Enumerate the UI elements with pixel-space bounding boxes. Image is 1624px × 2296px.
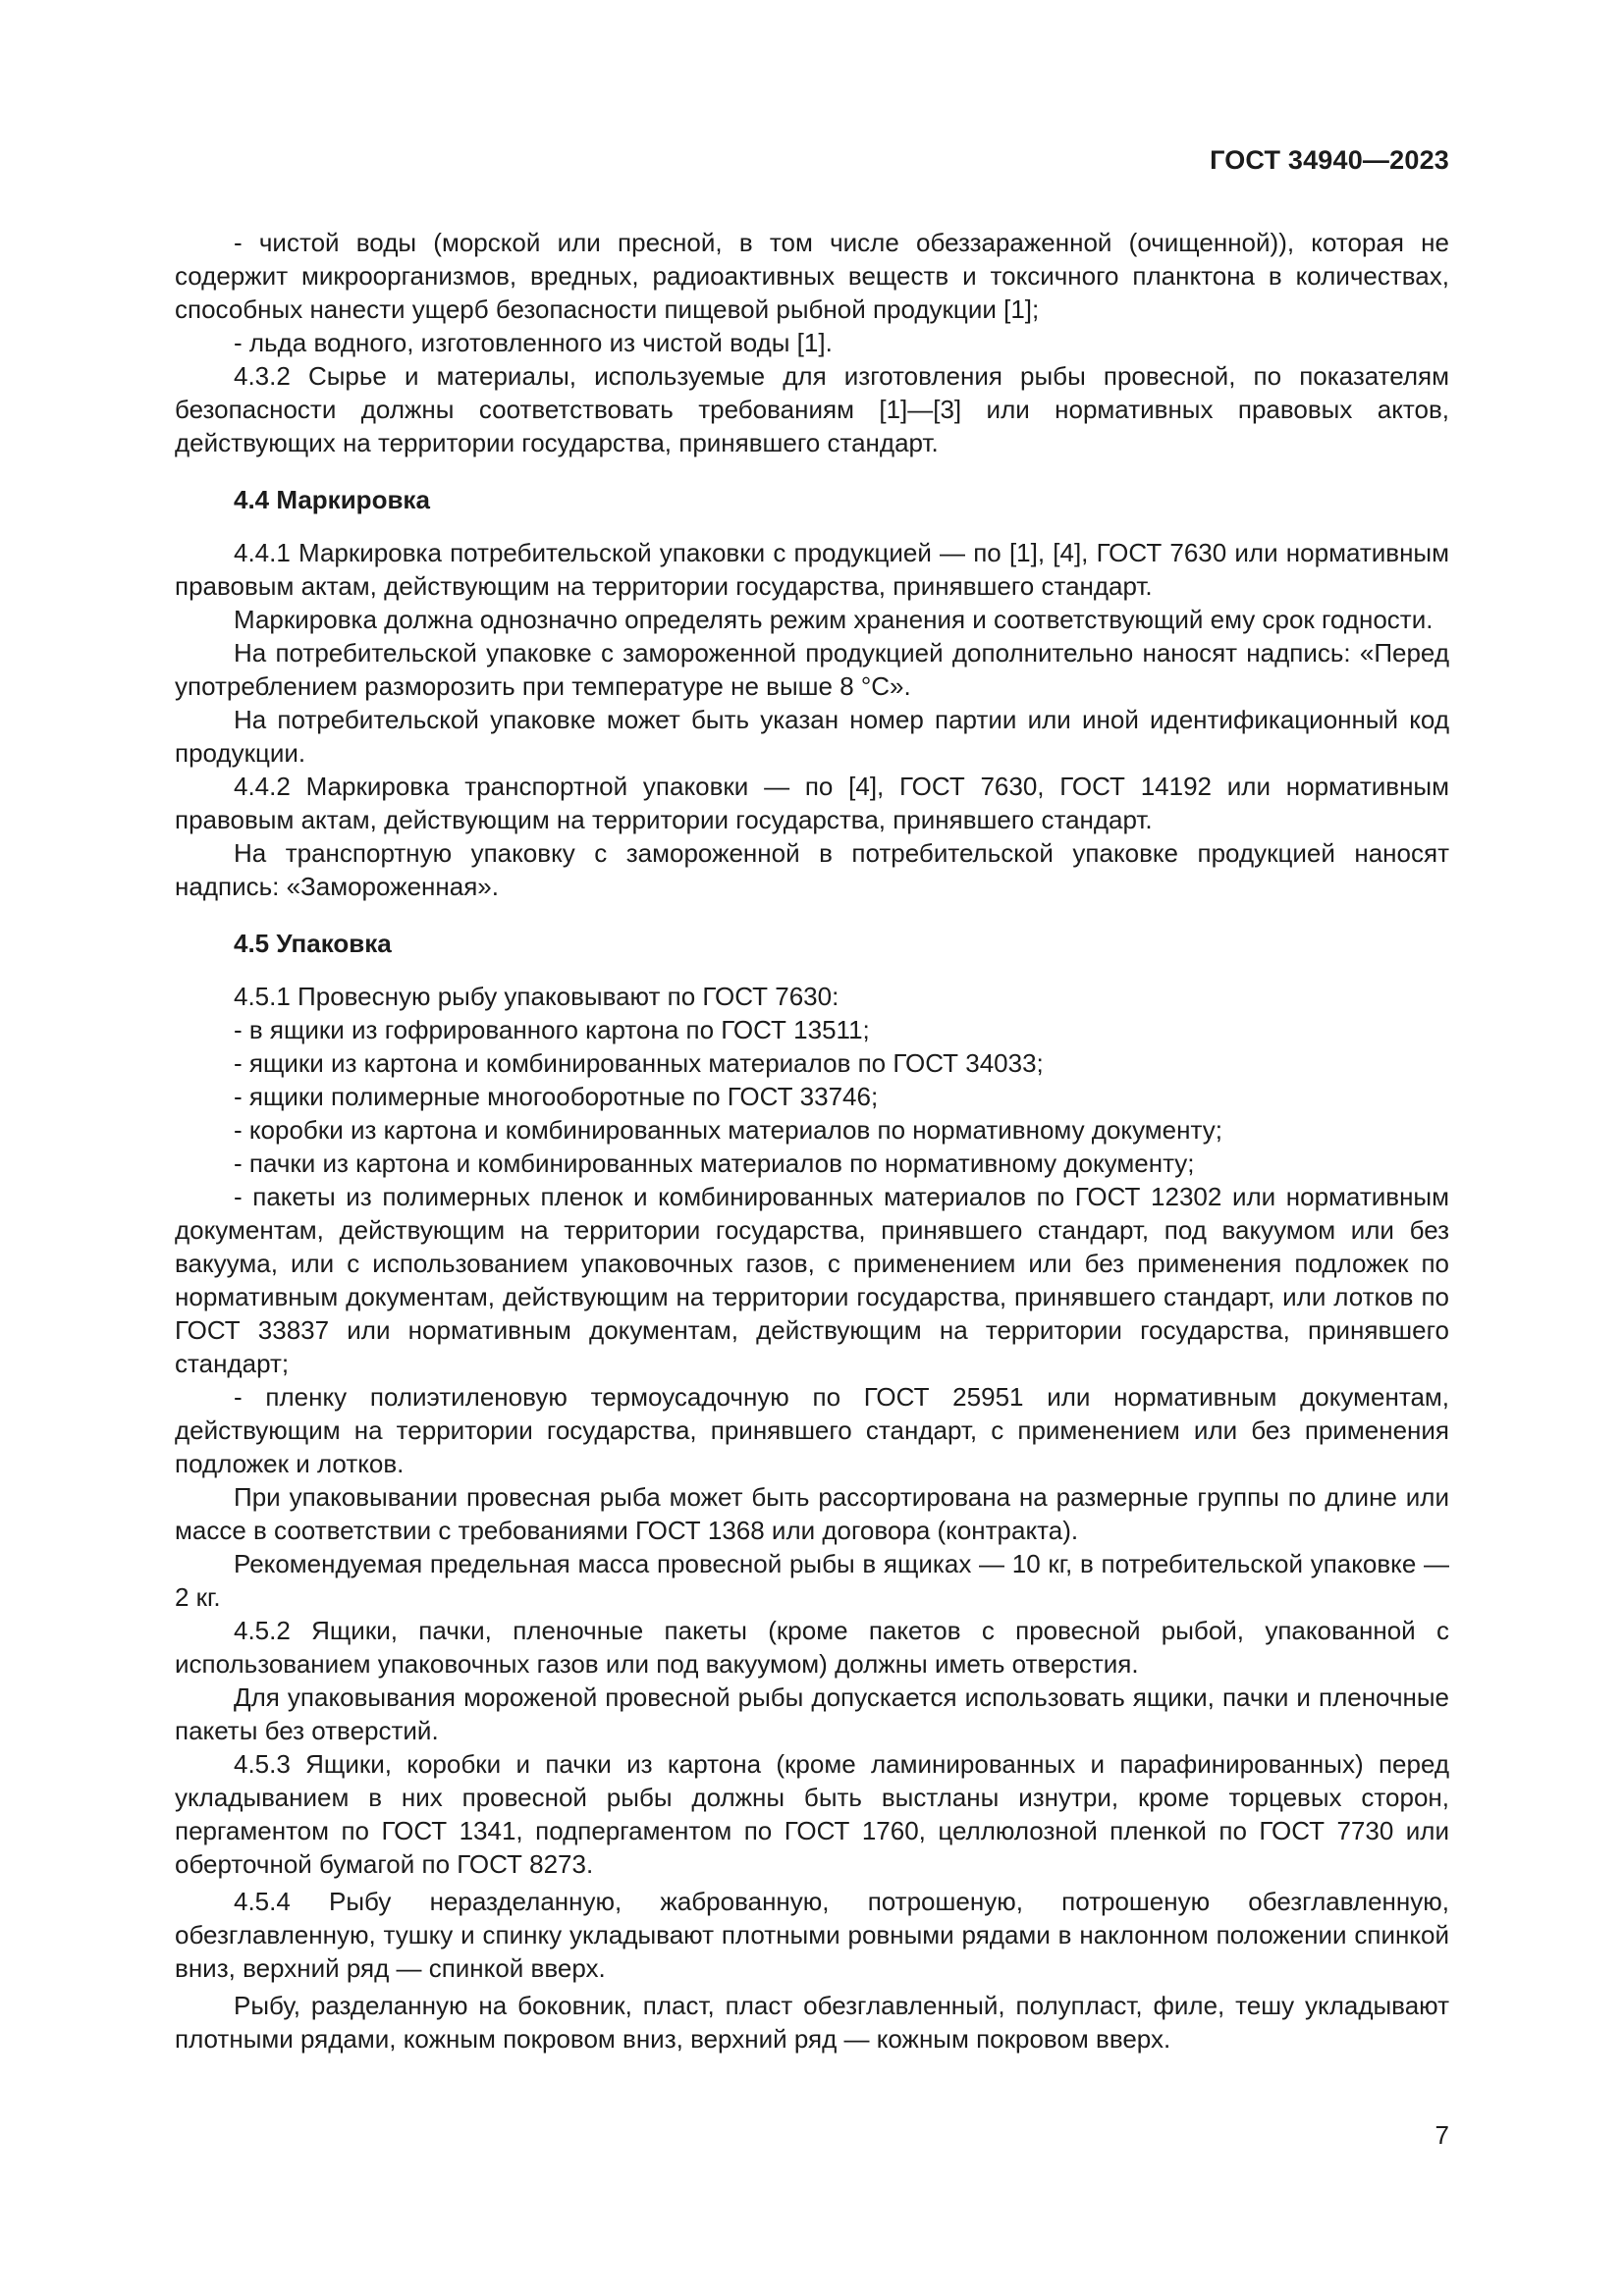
paragraph: 4.5.2 Ящики, пачки, пленочные пакеты (кроме пакетов с провесной рыбой, упакованной с использованием упаковочных газов или под вакуумом) должны иметь отверстия. — [175, 1616, 1449, 1679]
paragraph: Для упаковывания мороженой провесной рыбы допускается использовать ящики, пачки и пленочные пакеты без отверстий. — [175, 1682, 1449, 1745]
paragraph: 4.5.1 Провесную рыбу упаковывают по ГОСТ 7630: — [234, 982, 839, 1011]
page-number: 7 — [1435, 2120, 1449, 2150]
paragraph: - чистой воды (морской или пресной, в том числе обеззараженной (очищенной)), которая не содержит микроорганизмов, вредных, радиоактивных веществ и токсичного планктона в количествах, способных нанести ущерб безопасности пищевой рыбной продукции [1]; — [175, 228, 1449, 324]
paragraph: 4.5.4 Рыбу неразделанную, жаброванную, потрошеную, потрошеную обезглавленную, обезглавленную, тушку и спинку укладывают плотными ровными рядами в наклонном положении спинкой вниз, верхний ряд — спинкой вверх. — [175, 1887, 1449, 1983]
paragraph: 4.5.3 Ящики, коробки и пачки из картона (кроме ламинированных и парафинированных) перед укладыванием в них провесной рыбы должны быть выстланы изнутри, кроме торцевых сторон, пергаментом по ГОСТ 1341, подпергаментом по ГОСТ 1760, целлюлозной пленкой по ГОСТ 7730 или оберточной бумагой по ГОСТ 8273. — [175, 1749, 1449, 1879]
list-item: - пленку полиэтиленовую термоусадочную по ГОСТ 25951 или нормативным документам, действующим на территории государства, принявшего стандарт, с применением или без применения подложек и лотков. — [175, 1382, 1449, 1478]
list-item: - в ящики из гофрированного картона по ГОСТ 13511; — [234, 1015, 870, 1044]
paragraph: 4.3.2 Сырье и материалы, используемые для изготовления рыбы провесной, по показателям безопасности должны соответствовать требованиям [1]—[3] или нормативных правовых актов, действующих на территории государства, принявшего стандарт. — [175, 361, 1449, 457]
paragraph: На транспортную упаковку с замороженной в потребительской упаковке продукцией наносят надпись: «Замороженная». — [175, 838, 1449, 901]
list-item: - ящики из картона и комбинированных материалов по ГОСТ 34033; — [234, 1048, 1044, 1078]
paragraph: 4.4.1 Маркировка потребительской упаковки с продукцией — по [1], [4], ГОСТ 7630 или нормативным правовым актам, действующим на территории государства, принявшего стандарт. — [175, 538, 1449, 601]
paragraph: 4.4.2 Маркировка транспортной упаковки — по [4], ГОСТ 7630, ГОСТ 14192 или нормативным правовым актам, действующим на территории государства, принявшего стандарт. — [175, 772, 1449, 834]
list-item: - пачки из картона и комбинированных материалов по нормативному документу; — [234, 1148, 1195, 1178]
list-item: - пакеты из полимерных пленок и комбинированных материалов по ГОСТ 12302 или нормативным документам, действующим на территории государства, принявшего стандарт, под вакуумом или без вакуума, или с использованием упаковочных газов, с применением или без применения подложек по нормативным документам, действующим на территории государства, принявшего стандарт, или лотков по ГОСТ 33837 или нормативным документам, действующим на территории государства, принявшего стандарт; — [175, 1182, 1449, 1378]
standard-header: ГОСТ 34940—2023 — [1210, 145, 1449, 175]
paragraph: Рекомендуемая предельная масса провесной рыбы в ящиках — 10 кг, в потребительской упаковке — 2 кг. — [175, 1549, 1449, 1612]
document-body — [175, 226, 1449, 2056]
paragraph: На потребительской упаковке с замороженной продукцией дополнительно наносят надпись: «Перед употреблением разморозить при температуре не выше 8 °С». — [175, 638, 1449, 701]
list-item: - ящики полимерные многооборотные по ГОСТ 33746; — [234, 1082, 879, 1111]
paragraph: Рыбу, разделанную на боковник, пласт, пласт обезглавленный, полупласт, филе, тешу укладывают плотными рядами, кожным покровом вниз, верхний ряд — кожным покровом вверх. — [175, 1991, 1449, 2054]
list-item: - коробки из картона и комбинированных материалов по нормативному документу; — [234, 1115, 1222, 1145]
section-heading-4-5: 4.5 Упаковка — [234, 929, 392, 958]
section-heading-4-4: 4.4 Маркировка — [234, 485, 430, 514]
paragraph: При упаковывании провесная рыба может быть рассортирована на размерные группы по длине или массе в соответствии с требованиями ГОСТ 1368 или договора (контракта). — [175, 1482, 1449, 1545]
paragraph: На потребительской упаковке может быть указан номер партии или иной идентификационный код продукции. — [175, 705, 1449, 768]
paragraph: - льда водного, изготовленного из чистой воды [1]. — [234, 328, 833, 357]
paragraph: Маркировка должна однозначно определять режим хранения и соответствующий ему срок годности. — [234, 605, 1434, 634]
